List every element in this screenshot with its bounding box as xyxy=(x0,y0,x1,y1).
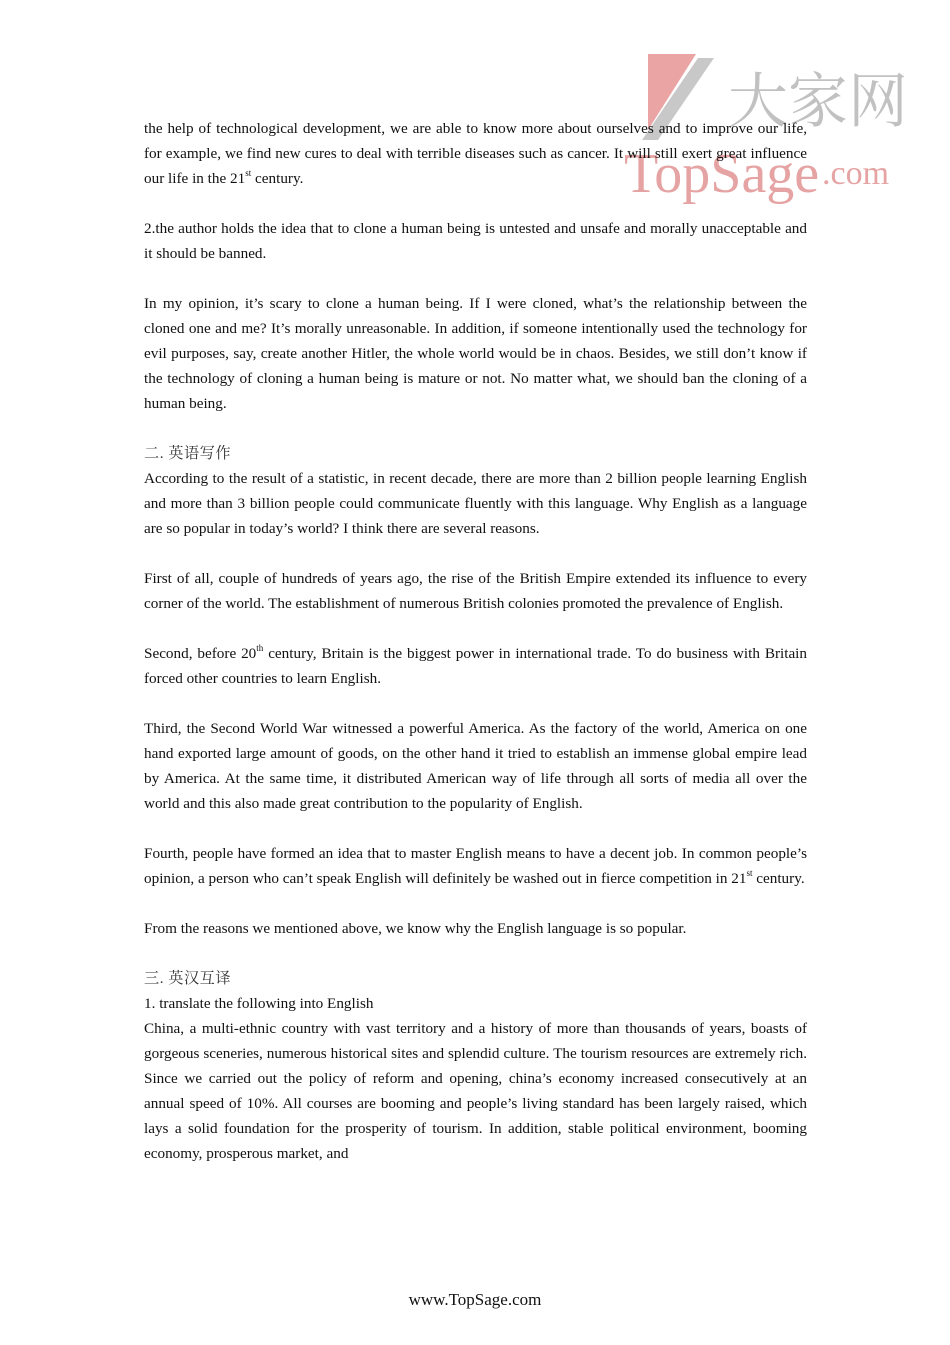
paragraph-opinion: In my opinion, it’s scary to clone a human being. If I were cloned, what’s the relationship between the cloned one and me? It’s morally unreasonable. In addition, if someone intentionally used the technology for evil purposes, say, create another Hitler, the whole world would be in chaos. Besides, we still don’t know if the technology of cloning a human being is mature or not. No matter what, we should ban the cloning of a human being. xyxy=(144,295,807,412)
paragraph-fourth-reason: Fourth, people have formed an idea that to master English means to have a decent job. In common people’s opinion, a person who can’t speak English will definitely be washed out in fierce competition in 21st century. xyxy=(144,845,807,887)
paragraph-author-view: 2.the author holds the idea that to clone a human being is untested and unsafe and morally unacceptable and it should be banned. xyxy=(144,220,807,262)
paragraph-second-reason: Second, before 20th century, Britain is the biggest power in international trade. To do business with Britain forced other countries to learn English. xyxy=(144,643,807,687)
paragraph-statistic: According to the result of a statistic, in recent decade, there are more than 2 billion people learning English and more than 3 billion people could communicate fluently with this language. Why English as a language are so popular in today’s world? I think there are several reasons. xyxy=(144,470,807,537)
paragraph-technology: the help of technological development, we are able to know more about ourselves and to improve our life, for example, we find new cures to deal with terrible diseases such as cancer. It will still exert great influence our life in the 21st century. xyxy=(144,120,807,187)
paragraph-translate-instruction: 1. translate the following into English xyxy=(144,995,374,1012)
document-body xyxy=(144,116,807,1166)
paragraph-first-reason: First of all, couple of hundreds of years ago, the rise of the British Empire extended its influence to every corner of the world. The establishment of numerous British colonies promoted the prevalence of English. xyxy=(144,570,807,612)
logo-cn-text: 大家网 xyxy=(728,69,908,135)
logo-tld-text: .com xyxy=(822,155,890,192)
footer-url: www.TopSage.com xyxy=(408,1290,542,1309)
paragraph-china-tourism: China, a multi-ethnic country with vast territory and a history of more than thousands of years, boasts of gorgeous sceneries, numerous historical sites and splendid culture. The tourism resources are extremely rich. Since we carried out the policy of reform and opening, china’s economy increased consecutively at an annual speed of 10%. All courses are booming and people’s living standard has been largely raised, which lays a solid foundation for the prosperity of tourism. In addition, stable political environment, booming economy, prosperous market, and xyxy=(144,1020,807,1162)
paragraph-conclusion: From the reasons we mentioned above, we know why the English language is so popular. xyxy=(144,920,687,937)
section-heading-translation: 三. 英汉互译 xyxy=(144,970,232,987)
paragraph-third-reason: Third, the Second World War witnessed a powerful America. As the factory of the world, America on one hand exported large amount of goods, on the other hand it tried to establish an immense global empire lead by America. At the same time, it distributed American way of life through all sorts of media all over the world and this also made great contribution to the popularity of English. xyxy=(144,720,807,812)
section-heading-writing: 二. 英语写作 xyxy=(144,445,232,462)
logo-brand-text: TopSage xyxy=(624,143,820,204)
